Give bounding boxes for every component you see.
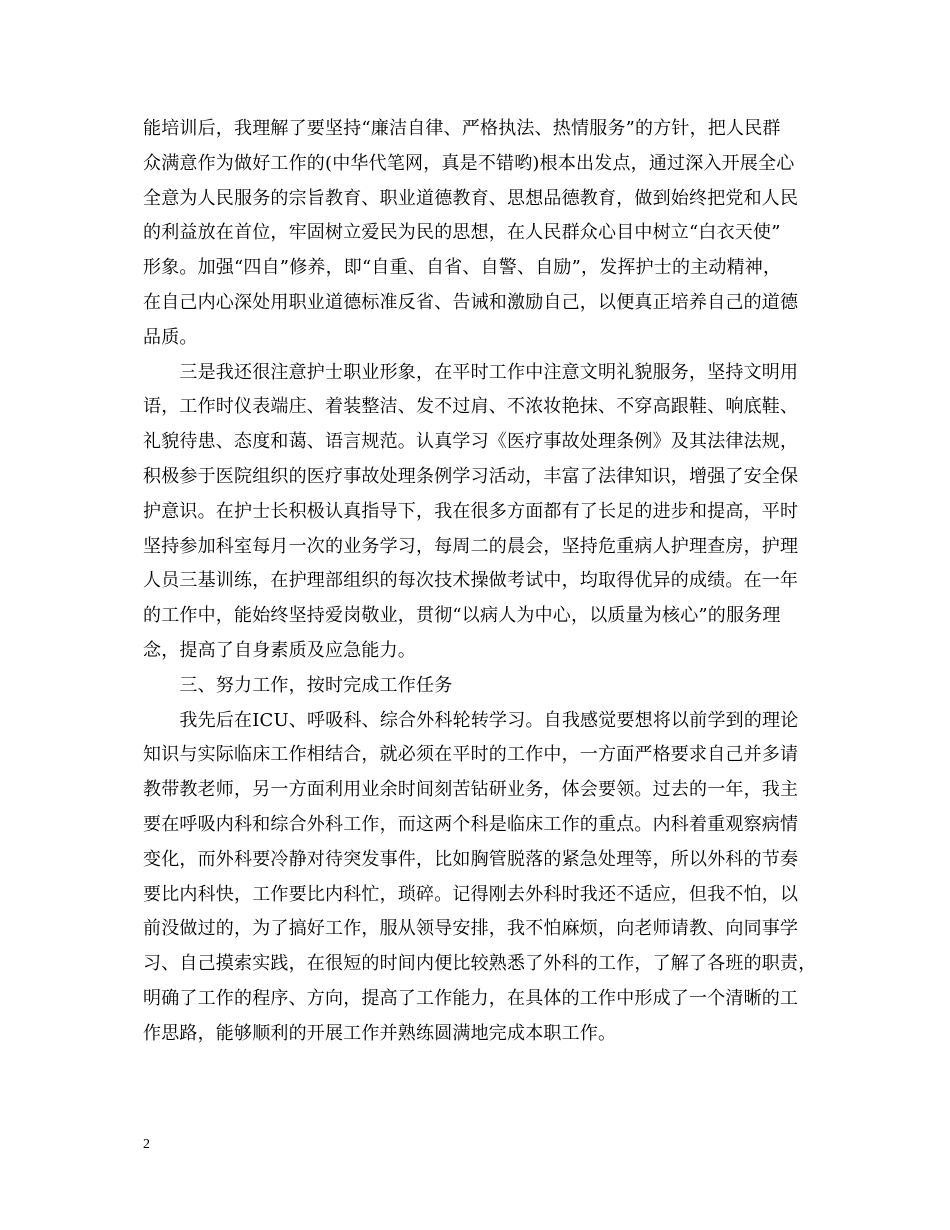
body-text (143, 112, 823, 1052)
text-line: 坚持参加科室每月一次的业务学习，每周二的晨会，坚持危重病人护理查房，护理 (143, 535, 799, 557)
text-line: 能培训后，我理解了要坚持“廉洁自律、严格执法、热情服务”的方针，把人民群 (143, 118, 781, 139)
text-line: 教带教老师，另一方面利用业余时间刻苦钻研业务，体会要领。过去的一年，我主 (143, 779, 799, 801)
text-line: 人员三基训练，在护理部组织的每次技术操做考试中，均取得优异的成绩。在一年 (143, 570, 799, 592)
text-line: 众满意作为做好工作的(中华代笔网，真是不错哟)根本出发点，通过深入开展全心 (143, 152, 795, 174)
text-line: 要比内科快，工作要比内科忙，琐碎。记得刚去外科时我还不适应，但我不怕，以 (143, 883, 799, 905)
text-line: 形象。加强“四自”修养，即“自重、自省、自警、自励”，发挥护士的主动精神， (143, 257, 782, 279)
text-line: 作思路，能够顺利的开展工作并熟练圆满地完成本职工作。 (143, 1022, 617, 1044)
text-line: 前没做过的，为了搞好工作，服从领导安排，我不怕麻烦，向老师请教、向同事学 (143, 918, 799, 940)
text-line: 念，提高了自身素质及应急能力。 (143, 639, 416, 661)
text-line: 知识与实际临床工作相结合，就必须在平时的工作中，一方面严格要求自己并多请 (143, 744, 799, 766)
text-line: 变化，而外科要冷静对待突发事件，比如胸管脱落的紧急处理等，所以外科的节奏 (143, 848, 799, 870)
text-line: 礼貌待患、态度和蔼、语言规范。认真学习《医疗事故处理条例》及其法律法规， (143, 431, 799, 453)
text-line: 的工作中，能始终坚持爱岗敬业，贯彻“以病人为中心，以质量为核心”的服务理 (143, 605, 781, 627)
text-line: 护意识。在护士长积极认真指导下，我在很多方面都有了长足的进步和提高，平时 (143, 500, 799, 522)
paragraph-start-line: 三是我还很注意护士职业形象，在平时工作中注意文明礼貌服务，坚持文明用 (143, 361, 799, 383)
text-line: 要在呼吸内科和综合外科工作，而这两个科是临床工作的重点。内科着重观察病情 (143, 813, 799, 835)
text-line: 在自己内心深处用职业道德标准反省、告诫和激励自己，以便真正培养自己的道德 (143, 291, 799, 313)
text-line: 语，工作时仪表端庄、着装整洁、发不过肩、不浓妆艳抹、不穿高跟鞋、响底鞋、 (143, 396, 799, 418)
text-line: 习、自己摸索实践，在很短的时间内便比较熟悉了外科的工作，了解了各班的职责， (143, 953, 817, 975)
text-line: 的利益放在首位，牢固树立爱民为民的思想，在人民群众心目中树立“白衣天使” (143, 222, 781, 244)
text-line: 全意为人民服务的宗旨教育、职业道德教育、思想品德教育，做到始终把党和人民 (143, 187, 799, 209)
page-number: 2 (143, 1137, 150, 1152)
text-line: 品质。 (143, 326, 198, 348)
text-line: 积极参于医院组织的医疗事故处理条例学习活动，丰富了法律知识，增强了安全保 (143, 465, 799, 487)
section-heading: 三、努力工作，按时完成工作任务 (143, 674, 453, 696)
text-line: 明确了工作的程序、方向，提高了工作能力，在具体的工作中形成了一个清晰的工 (143, 987, 799, 1009)
paragraph-start-line: 我先后在ICU、呼吸科、综合外科轮转学习。自我感觉要想将以前学到的理论 (143, 709, 799, 731)
